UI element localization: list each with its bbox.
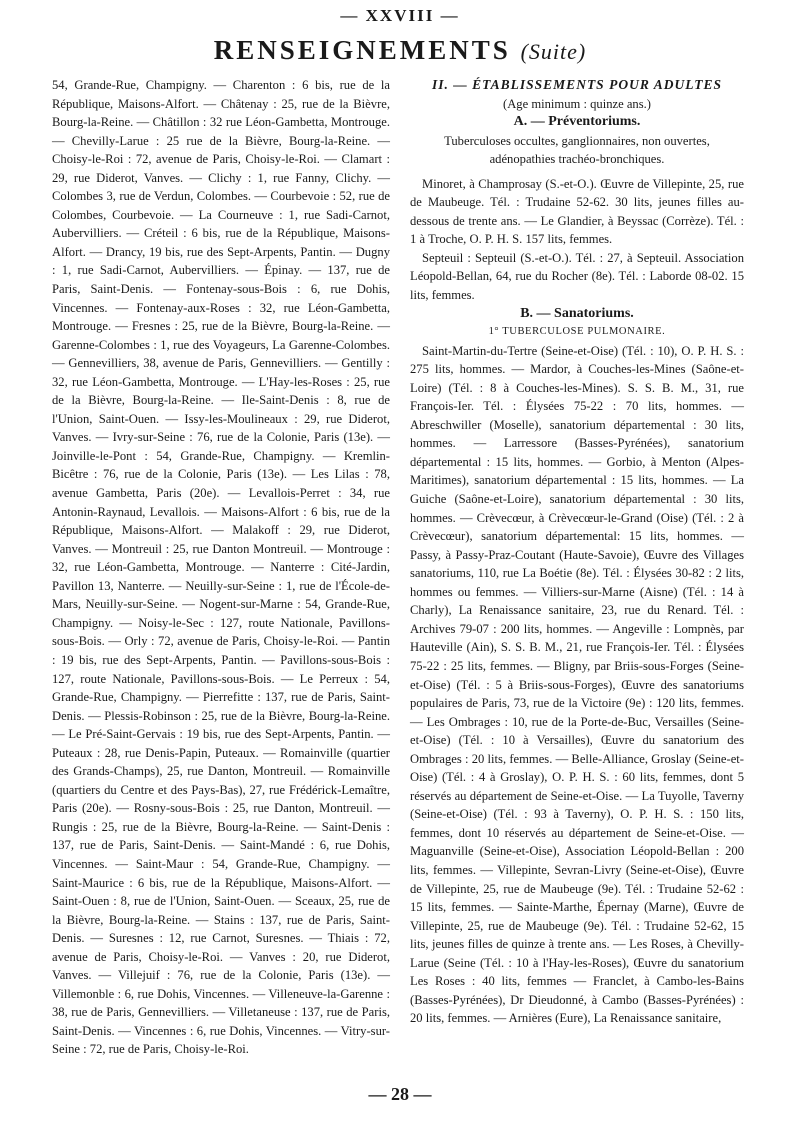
left-column xyxy=(52,76,390,1059)
roman-page-number: — XXVIII — xyxy=(340,6,460,25)
section-title: II. — ÉTABLISSEMENTS POUR ADULTES xyxy=(432,77,722,92)
title-suite: (Suite) xyxy=(520,39,587,64)
age-note: (Age minimum : quinze ans.) xyxy=(503,96,651,111)
sanatoriums-subheading: 1° TUBERCULOSE PULMONAIRE. xyxy=(488,326,666,338)
right-column xyxy=(410,76,744,1028)
sanatoriums-heading: B. — Sanatoriums. xyxy=(520,305,634,321)
preventoriums-para1: Minoret, à Champrosay (S.-et-O.). Œuvre de Villepinte, 25, rue de Maubeuge. Tél. : Trudaine 52-62. 30 lits, jeunes filles au-dessous de trente ans. — Le Glandier, à Beyssac (Corrèze). Tél. : 1 à Troche, O. P. H. S. 157 lits, femmes. xyxy=(410,176,744,247)
preventoriums-heading: A. — Préventoriums. xyxy=(513,114,641,130)
sanatoriums-text: Saint-Martin-du-Tertre (Seine-et-Oise) (Tél. : 10), O. P. H. S. : 275 lits, hommes. — Mardor, à Couches-les-Mines (Saône-et-Loire) (Tél. : 8 à Couches-les-Mines). S. S. B. M., 31, rue François-Ier. Tél. : Élysées 75-22 : 70 lits, hommes. — Abreschwiller (Moselle), sanatorium départemental : 30 lits, hommes. — Larressore (Basses-Pyrénées), sanatorium départemental : 15 lits, hommes. — Gorbio, à Menton (Alpes-Maritimes), sanatorium départemental : 15 lits, hommes. — La Guiche (Saône-et-Loire), sanatorium départemental : 30 lits, hommes. — Crèvecœur, à Crèvecœur-le-Grand (Oise) (Tél. : 2 à Crèvecœur), sanatorium départemental: 15 lits, hommes. — Passy, à Passy-Praz-Coutant (Haute-Savoie), Œuvre des Villages sanatoriums, 110, rue La Boétie (8e). Tél. : Élysées 30-82 : 2 lits, hommes ou femmes. — Villiers-sur-Marne (Aisne) (Tél. : 14 à Charly), La Renaissance sanitaire, 23, rue du Renard. Tél. : Archives 79-07 : 200 lits, hommes. — Angeville : Lompnès, par Hauteville (Ain), S. S. B. M., 21, rue François-Ier. Tél. : Élysées 75-22 : 25 lits, femmes. — Bligny, par Briis-sous-Forges (Seine-et-Oise) (Tél. : 5 à Briis-sous-Forges), Œuvre des sanatoriums populaires de Paris, 73, rue de la Victoire (9e) : 120 lits, femmes. — Les Ombrages : 10, rue de la Porte-de-Buc, Versailles (Seine-et-Oise) (Tél. : 10 à Versailles), Œuvre du sanatorium des Ombrages : 20 lits, femmes. — Belle-Alliance, Groslay (Seine-et-Oise) (Tél. : 4 à Groslay), O. P. H. S. : 60 lits, femmes, dont 5 réservés au département de Seine-et-Oise. — La Tuyolle, Taverny (Seine-et-Oise) (Tél. : 93 à Taverny), O. P. H. S. : 150 lits, femmes, dont 10 réservés au département de Seine-et-Oise. — Maguanville (Seine-et-Oise), Association Léopold-Bellan : 200 lits, femmes. — Villepinte, Sevran-Livry (Seine-et-Oise), Œuvre de Villepinte, 25, rue de Maubeuge (9e). Tél. : Trudaine 52-62 : 15 lits, femmes. — Sainte-Marthe, Épernay (Marne), Œuvre de Villepinte, 25, rue de Maubeuge (9e). Tél. : Trudaine 52-62, 15 lits, jeunes filles de quinze à trente ans. — Les Roses, à Chevilly-Larue (Seine (Tél. : 10 à l'Hay-les-Roses), Œuvre du sanatorium Les Roses : 40 lits, femmes — Franclet, à Cambo-les-Bains (Basses-Pyrénées), Dr Dieudonné, à Cambo (Basses-Pyrénées) : 20 lits, femmes. — Arnières (Eure), La Renaissance sanitaire, xyxy=(410,343,744,1026)
page-number: — 28 — xyxy=(368,1084,432,1104)
left-column-text: 54, Grande-Rue, Champigny. — Charenton : 6 bis, rue de la République, Maisons-Alfort. — Châtenay : 25, rue de la Bièvre, Bourg-la-Reine. — Châtillon : 32 rue Léon-Gambetta, Montrouge. — Chevilly-Larue : 25 rue de la Bièvre, Bourg-la-Reine. — Choisy-le-Roi : 72, avenue de Paris, Choisy-le-Roi. — Clamart : 29, rue Diderot, Vanves. — Clichy : 1, rue Fanny, Clichy. — Colombes 3, rue de Verdun, Colombes. — Courbevoie : 52, rue de Colombes, Courbevoie. — La Courneuve : 1, rue Sadi-Carnot, Aubervilliers. — Créteil : 6 bis, rue de la République, Maisons-Alfort. — Drancy, 19 bis, rue des Sept-Arpents, Pantin. — Dugny : 1, rue Sadi-Carnot, Aubervilliers. — Épinay. — 137, rue de Paris, Saint-Denis. — Fontenay-sous-Bois : 6, rue Dohis, Vincennes. — Fontenay-aux-Roses : 32, rue Léon-Gambetta, Montrouge. — Fresnes : 25, rue de la Bièvre, Bourg-la-Reine. — Garenne-Colombes : 1, rue des Voyageurs, La Garenne-Colombes. — Gennevilliers, 38, avenue de Paris, Gennevilliers. — Gentilly : 32, rue Léon-Gambetta, Montrouge. — L'Hay-les-Roses : 25, rue de la Bièvre, Bourg-la-Reine. — Ile-Saint-Denis : 8, rue de l'Union, Saint-Ouen. — Issy-les-Moulineaux : 29, rue Diderot, Vanves. — Ivry-sur-Seine : 76, rue de la Colonie, Paris (13e). — Joinville-le-Pont : 54, Grande-Rue, Champigny. — Kremlin-Bicêtre : 76, rue de la Colonie, Paris (13e). — Les Lilas : 78, avenue Gambetta, Paris (20e). — Levallois-Perret : 34, rue Antonin-Raynaud, Levallois. — Maisons-Alfort : 6 bis, rue de la République, Maisons-Alfort. — Malakoff : 29, rue Diderot, Vanves. — Montreuil : 25, rue Danton Montreuil. — Montrouge : 32, rue Léon-Gambetta, Montrouge. — Nanterre : Cité-Jardin, Pavillon 13, Nanterre. — Neuilly-sur-Seine : 1, rue de l'École-de-Mars, Neuilly-sur-Seine. — Nogent-sur-Marne : 54, Grande-Rue, Champigny. — Noisy-le-Sec : 127, route Nationale, Pavillons-sous-Bois. — Orly : 72, avenue de Paris, Choisy-le-Roi. — Pantin : 19 bis, rue des Sept-Arpents, Pantin. — Pavillons-sous-Bois : 127, route Nationale, Pavillons-sous-Bois. — Le Perreux : 54, Grande-Rue, Champigny. — Pierrefitte : 137, rue de Paris, Saint-Denis. — Plessis-Robinson : 25, rue de la Bièvre, Bourg-la-Reine. — Le Pré-Saint-Gervais : 19 bis, rue des Sept-Arpents, Pantin. — Puteaux : 28, rue Denis-Papin, Puteaux. — Romainville (quartier des Grands-Champs), 25, rue Danton, Montreuil. — Romainville (quartiers du Centre et des Pays-Bas), 27, rue Frédérick-Lemaître, Paris (20e). — Rosny-sous-Bois : 25, rue Danton, Montreuil. — Rungis : 25, rue de la Bièvre, Bourg-la-Reine. — Saint-Denis : 137, rue de Paris, Saint-Denis. — Saint-Mandé : 6, rue Dohis, Vincennes. — Saint-Maur : 54, Grande-Rue, Champigny. — Saint-Maurice : 6 bis, rue de la République, Maisons-Alfort. — Saint-Ouen : 8, rue de l'Union, Saint-Ouen. — Sceaux, 25, rue de la Bièvre, Bourg-la-Reine. — Stains : 137, rue de Paris, Saint-Denis. — Suresnes : 12, rue Carnot, Suresnes. — Thiais : 72, avenue de Paris, Choisy-le-Roi. — Vanves : 20, rue Diderot, Vanves. — Villejuif : 76, rue de la Colonie, Paris (13e). — Villemonble : 6, rue Dohis, Vincennes. — Villeneuve-la-Garenne : 38, rue de Paris, Gennevilliers. — Villetaneuse : 137, rue de Paris, Saint-Denis. — Vincennes : 6, rue Dohis, Vincennes. — Vitry-sur-Seine : 72, rue de Paris, Choisy-le-Roi. xyxy=(52,78,390,1057)
preventoriums-para2: Septeuil : Septeuil (S.-et-O.). Tél. : 27, à Septeuil. Association Léopold-Bellan, 64, rue du Rocher (8e). Tél. : Laborde 08-02. 15 lits, femmes. xyxy=(410,250,744,303)
title-main: RENSEIGNEMENTS xyxy=(213,35,511,65)
preventoriums-intro: Tuberculoses occultes, ganglionnaires, non ouvertes, adénopathies trachéo-bronchiques. xyxy=(444,133,710,167)
page-title xyxy=(0,34,800,68)
